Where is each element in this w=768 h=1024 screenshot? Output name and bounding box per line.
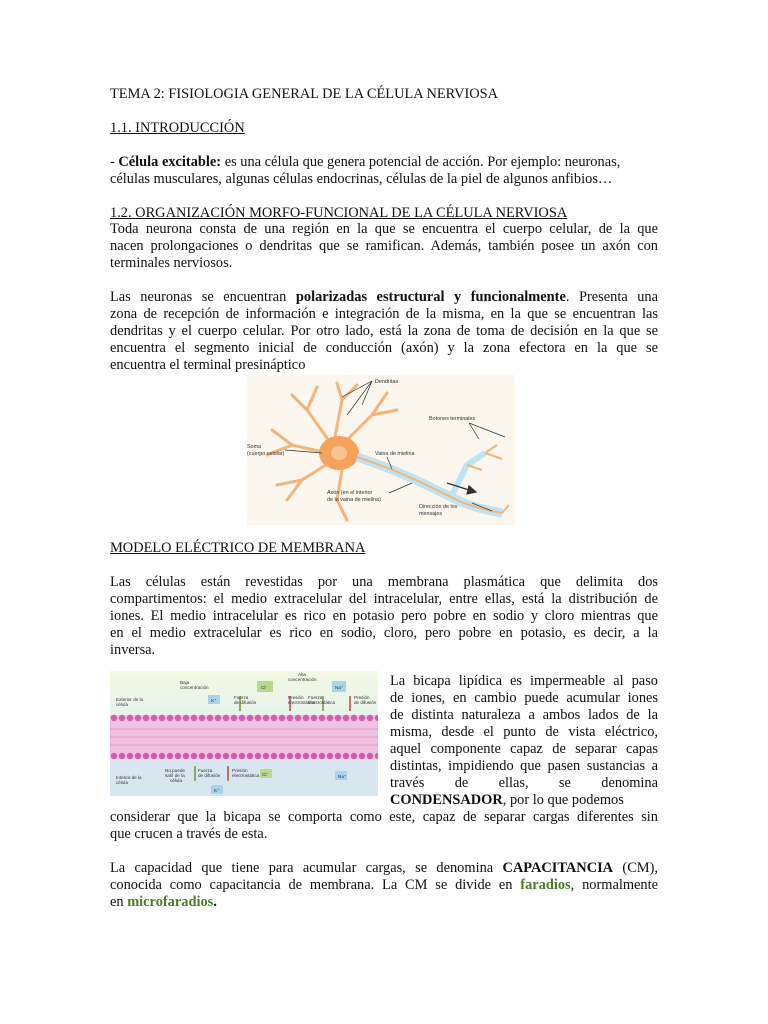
text-span: La capacidad que tiene para acumular cargas, se denomina [110,860,503,876]
paragraph-line: Toda neurona consta de una región en la que se encuentra el cuerpo celular, de la que [110,221,658,237]
label-baja: Baja [180,680,190,685]
label-botones: Botones terminales [429,416,476,422]
paragraph-line [110,289,658,306]
definition-prefix: - [110,154,119,170]
definition-line-2: células musculares, algunas células endocrinas, células de la piel de algunos anfibios… [110,171,613,187]
paragraph-line: que crucen a través de esta. [110,826,268,842]
label-presion-difusion: Presión [354,695,370,700]
ion-na-bottom: Na⁺ [338,774,347,779]
ion-na-top: Na⁺ [335,685,344,690]
label-dendritas: Dendritas [375,379,399,385]
label-presion-electrostatica: Presión [288,695,304,700]
wrap-line-last [390,792,658,809]
label-fuerza-difusion: Fuerza [234,695,249,700]
membrane-figure [110,671,378,796]
wrap-line: aquel componente capaz de separar capas [390,741,658,757]
label-soma: Soma [247,444,262,450]
paragraph-line: considerar que la bicapa se comporta como este, capaz de separar cargas diferentes sin [110,809,658,825]
wrap-line: de iones, en cambio puede acumular iones [390,690,658,706]
paragraph-line: dendritas y el cuerpo celular. Por otro lado, está la zona de toma de decisión en la que se [110,323,658,339]
text-span: . [213,894,217,910]
label-presion-electrostatica-sub: electrostática [288,700,316,705]
text-span: (CM), [613,860,658,876]
paragraph-line: terminales nerviosos. [110,255,233,271]
wrap-line: misma, desde el punto de vista eléctrico, [390,724,658,740]
paragraph-line: inversa. [110,642,156,658]
wrap-line: La bicapa lipídica es impermeable al paso [390,673,658,689]
text-span: , por lo que podemos [502,792,624,808]
paragraph-line: en el medio extracelular es rico en sodio, cloro, pero pobre en potasio, es decir, a la [110,625,658,641]
label-vaina: Vaina de mielina [375,451,415,457]
text-span: en [110,894,128,910]
label-exterior-sub: célula [116,702,129,707]
label-fuerza-electrostatica: Fuerza [308,695,323,700]
label-direccion: Dirección de los [419,504,458,510]
label-no-puede: No puede [165,768,185,773]
definition-line [110,154,620,171]
label-alta: Alta [298,672,306,677]
label-fuerza-difusion-bottom: Fuerza [198,768,213,773]
highlight-microfaradios: microfaradios [127,894,214,910]
wrap-line: través de ellas, se denomina [390,775,658,791]
label-fuerza-difusion-bottom-sub: de difusión [198,773,221,778]
ion-k-bottom: K⁺ [214,788,220,793]
section-heading-organizacion: 1.2. ORGANIZACIÓN MORFO-FUNCIONAL DE LA CÉLULA NERVIOSA [110,205,568,221]
paragraph-line: encuentra el terminal presináptico [110,357,306,373]
label-interior-sub: célula [116,780,129,785]
document-title: TEMA 2: FISIOLOGIA GENERAL DE LA CÉLULA NERVIOSA [110,86,499,102]
label-fuerza-difusion-sub: de difusión [234,700,257,705]
ion-cl-bottom: Cl⁻ [262,772,269,777]
label-alta-sub: concentración [288,677,317,682]
text-span: , normalmente [570,877,659,893]
paragraph-line: compartimentos: el medio extracelular del intracelular, entre ellas, está la distribución de [110,591,658,607]
text-span: conocida como capacitancia de membrana. La CM se divide en [110,877,521,893]
label-no-puede-3: célula [170,778,183,783]
paragraph-line: Las células están revestidas por una membrana plasmática que delimita dos [110,574,658,590]
label-presion-electrostatica-bottom: Presión [232,768,248,773]
ion-cl-top: Cl⁻ [261,685,268,690]
paragraph-line: nacen prolongaciones o dendritas que se ramifican. Además, también posee un axón con [110,238,658,254]
label-axon-sub: de la vaina de mielina) [327,497,381,503]
section-heading-introduccion: 1.1. INTRODUCCIÓN [110,120,245,136]
highlight-faradios: faradios [520,877,571,893]
paragraph-line: iones. El medio intracelular es rico en potasio pero pobre en sodio y cloro mientras que [110,608,658,624]
neuron-figure [247,375,515,525]
label-presion-electrostatica-bottom-sub: electrostática [232,773,260,778]
ion-k-top: K⁺ [211,698,217,703]
label-no-puede-2: salir de la [165,773,185,778]
text-span: . Presenta una [565,289,659,305]
label-soma-sub: (cuerpo celular) [247,451,285,457]
wrap-line: de distinta naturaleza a ambos lados de la [390,707,658,723]
label-baja-sub: concentración [180,685,209,690]
paragraph-line [110,894,217,911]
definition-term: Célula excitable: [118,154,222,170]
label-fuerza-electrostatica-sub: electrostática [308,700,336,705]
bold-term: polarizadas estructural y funcionalmente [295,289,566,305]
label-presion-difusion-sub: de difusión [354,700,377,705]
label-interior: Interior de la [116,775,142,780]
wrap-line: distintas, impidiendo que pasen sustancias a [390,758,658,774]
section-heading-modelo: MODELO ELÉCTRICO DE MEMBRANA [110,540,366,556]
paragraph-line: zona de recepción de información e integración de la misma, en la que se encuentran las [110,306,658,322]
label-axon: Axón (en el interior [327,490,373,496]
bold-term-condensador: CONDENSADOR [390,792,503,808]
label-exterior: Exterior de la [116,697,144,702]
text-span: Las neuronas se encuentran [110,289,296,305]
paragraph-line [110,860,658,877]
paragraph-line: encuentra el segmento inicial de conducción (axón) y la zona efectora en la que se [110,340,658,356]
label-direccion-sub: mensajes [419,511,443,517]
paragraph-line [110,877,658,894]
definition-text: es una célula que genera potencial de acción. Por ejemplo: neuronas, [221,154,621,170]
bold-term-capacitancia: CAPACITANCIA [502,860,614,876]
